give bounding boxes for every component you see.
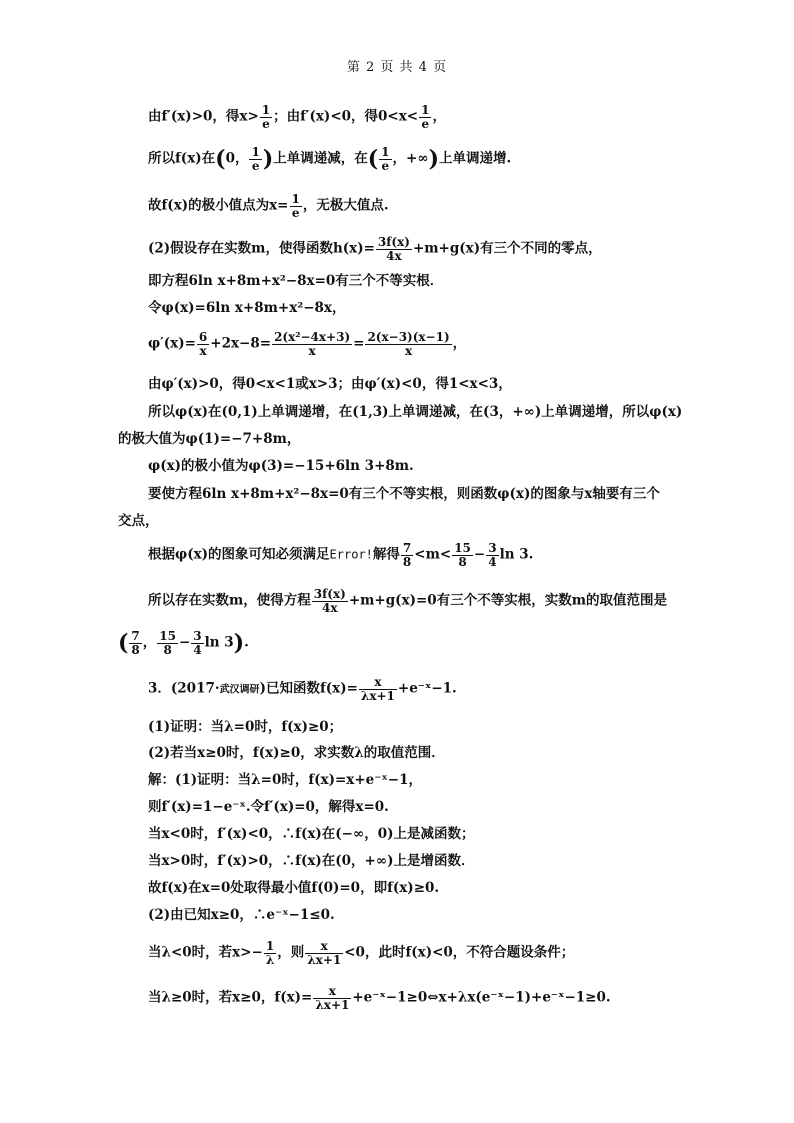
paren: ( xyxy=(367,146,379,173)
numerator: 7 xyxy=(131,629,140,643)
text: <0，此时f(x)<0，不符合题设条件； xyxy=(344,944,575,961)
text: 根据φ(x)的图象可知必须满足 xyxy=(148,546,330,563)
line-5: 即方程6ln x+8m+x²−8x=0有三个不等实根． xyxy=(148,273,444,289)
error-text: Error! xyxy=(329,547,373,562)
numerator: 1 xyxy=(264,940,276,954)
line-1 xyxy=(148,104,446,130)
numerator: 1 xyxy=(251,145,260,159)
denominator: 4 xyxy=(193,642,202,657)
denominator: 8 xyxy=(458,554,467,569)
numerator: x xyxy=(313,985,351,999)
page-header: 第 2 页 共 4 页 xyxy=(346,60,448,75)
text: ln 3. xyxy=(499,546,534,563)
line-24: 故f(x)在x=0处取得最小值f(0)=0，即f(x)≥0. xyxy=(148,880,440,896)
numerator: 1 xyxy=(421,103,430,117)
fraction xyxy=(197,331,209,357)
fraction xyxy=(359,676,397,702)
line-6: 令φ(x)=6ln x+8m+x²−8x， xyxy=(148,300,346,316)
numerator: 3 xyxy=(488,541,497,555)
numerator: 15 xyxy=(159,629,176,643)
text: 0， xyxy=(225,150,249,167)
numerator: 3f(x) xyxy=(377,235,410,249)
text: 上单调递减，在 xyxy=(273,150,368,167)
text: 3．(2017· xyxy=(148,680,220,697)
fraction xyxy=(313,985,351,1011)
fraction xyxy=(249,146,261,172)
numerator: 15 xyxy=(454,541,471,555)
fraction xyxy=(272,331,352,357)
line-18: (1)证明：当λ=0时，f(x)≥0； xyxy=(148,719,343,735)
text: +m+g(x)=0有三个不等实根，实数m的取值范围是 xyxy=(348,592,667,609)
text: = xyxy=(353,335,365,352)
fraction xyxy=(376,236,412,262)
fraction xyxy=(312,588,348,614)
text: ，则 xyxy=(277,944,305,961)
numerator: 7 xyxy=(402,541,412,555)
denominator: e xyxy=(421,116,430,131)
numerator: 1 xyxy=(291,192,300,206)
numerator: x xyxy=(305,940,343,954)
text: +m+g(x)有三个不同的零点， xyxy=(412,240,602,257)
text: <m< xyxy=(414,546,452,563)
paren: ) xyxy=(428,146,440,173)
line-21: 则f′(x)=1−e⁻ˣ.令f′(x)=0，解得x=0. xyxy=(148,799,389,815)
line-22: 当x<0时，f′(x)<0，∴f(x)在(−∞，0)上是减函数； xyxy=(148,826,475,842)
text: 上单调递增. xyxy=(439,150,512,167)
fraction xyxy=(129,630,141,656)
denominator: 8 xyxy=(131,642,140,657)
denominator: e xyxy=(381,158,390,173)
paren: ( xyxy=(118,630,129,657)
text: ，+∞ xyxy=(392,150,429,167)
line-13: 交点， xyxy=(118,513,159,529)
text: 故f(x)的极小值点为x= xyxy=(148,197,289,214)
numerator: 3f(x) xyxy=(313,587,346,601)
text: )已知函数f(x)= xyxy=(259,680,358,697)
line-11: φ(x)的极小值为φ(3)=−15+6ln 3+8m. xyxy=(148,458,414,474)
numerator: x xyxy=(359,676,397,690)
line-12: 要使方程6ln x+8m+x²−8x=0有三个不等实根，则函数φ(x)的图象与x轴要有三个 xyxy=(148,486,660,502)
fraction xyxy=(264,940,276,966)
text: φ′(x)= xyxy=(148,335,196,352)
denominator: 4x xyxy=(322,600,338,615)
line-15 xyxy=(148,588,667,614)
denominator: x xyxy=(308,343,316,358)
text: ， xyxy=(142,634,157,651)
numerator: 6 xyxy=(198,330,208,344)
line-27 xyxy=(148,985,611,1011)
text: 当λ≥0时，若x≥0，f(x)= xyxy=(148,989,313,1006)
text: +2x−8= xyxy=(210,335,272,352)
text: +e⁻ˣ−1≥0⇔x+λx(e⁻ˣ−1)+e⁻ˣ−1≥0. xyxy=(352,989,611,1006)
line-9: 所以φ(x)在(0,1)上单调递增，在(1,3)上单调递减，在(3，+∞)上单调递增，所以φ(x) xyxy=(148,404,683,420)
denominator: λx+1 xyxy=(360,688,395,703)
line-10: 的极大值为φ(1)=−7+8m， xyxy=(118,431,301,447)
denominator: 4 xyxy=(488,554,497,569)
text: 所以f(x)在 xyxy=(148,150,216,167)
denominator: 4x xyxy=(386,248,402,263)
line-20: 解：(1)证明：当λ=0时，f(x)=x+e⁻ˣ−1， xyxy=(148,772,422,788)
fraction xyxy=(290,193,302,219)
line-8: 由φ′(x)>0，得0<x<1或x>3；由φ′(x)<0，得1<x<3， xyxy=(148,376,512,392)
line-17 xyxy=(148,676,457,702)
text: ；由f′(x)<0，得0<x< xyxy=(273,108,419,125)
numerator: 1 xyxy=(381,145,390,159)
numerator: 1 xyxy=(261,103,271,117)
paren: ) xyxy=(233,630,245,657)
denominator: λx+1 xyxy=(307,952,342,967)
denominator: λ xyxy=(265,952,275,967)
text: 所以存在实数m，使得方程 xyxy=(148,592,311,609)
line-4 xyxy=(148,236,602,262)
text: +e⁻ˣ−1. xyxy=(397,680,457,697)
line-14 xyxy=(148,542,533,568)
fraction xyxy=(452,542,473,568)
text: − xyxy=(473,546,486,563)
line-25: (2)由已知x≥0，∴e⁻ˣ−1≤0. xyxy=(148,907,335,923)
text: ， xyxy=(432,108,446,125)
fraction xyxy=(157,630,178,656)
line-19: (2)若当x≥0时，f(x)≥0，求实数λ的取值范围． xyxy=(148,745,445,761)
fraction xyxy=(379,146,391,172)
denominator: 8 xyxy=(402,554,412,569)
text: − xyxy=(178,634,191,651)
text: (2)假设存在实数m，使得函数h(x)= xyxy=(148,240,375,257)
source-label: 武汉调研 xyxy=(219,684,260,696)
denominator: e xyxy=(251,158,260,173)
text: 当λ<0时，若x>− xyxy=(148,944,263,961)
fraction xyxy=(419,104,431,130)
fraction xyxy=(486,542,498,568)
line-23: 当x>0时，f′(x)>0，∴f(x)在(0，+∞)上是增函数． xyxy=(148,853,475,869)
text: 解得 xyxy=(372,546,400,563)
denominator: e xyxy=(291,205,300,220)
denominator: x xyxy=(404,343,413,358)
line-16 xyxy=(118,630,249,656)
text: ， xyxy=(452,335,467,352)
fraction xyxy=(191,630,203,656)
denominator: e xyxy=(262,116,270,131)
paren: ( xyxy=(215,146,226,173)
line-2 xyxy=(148,146,511,172)
numerator: 2(x−3)(x−1) xyxy=(367,330,450,344)
denominator: λx+1 xyxy=(315,997,350,1012)
text: ，无极大值点. xyxy=(302,197,389,214)
line-3 xyxy=(148,193,389,219)
text: . xyxy=(244,634,249,651)
fraction xyxy=(260,104,272,130)
line-26 xyxy=(148,940,574,966)
denominator: x xyxy=(199,343,207,358)
text: 由f′(x)>0，得x> xyxy=(148,108,259,125)
paren: ) xyxy=(262,146,274,173)
fraction xyxy=(401,542,413,568)
denominator: 8 xyxy=(163,642,172,657)
numerator: 3 xyxy=(193,629,202,643)
fraction xyxy=(305,940,343,966)
line-7 xyxy=(148,331,466,357)
fraction xyxy=(365,331,451,357)
numerator: 2(x²−4x+3) xyxy=(274,330,351,344)
text: ln 3 xyxy=(204,634,234,651)
